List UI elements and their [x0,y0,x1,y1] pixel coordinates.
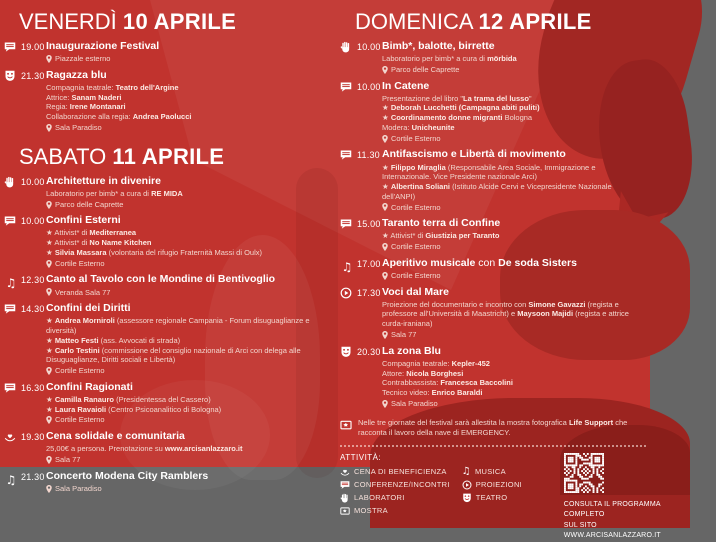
dotted-separator [340,445,646,447]
event-detail: Regia: Irene Montanari [46,102,126,112]
event-detail: Tecnico video: Enrico Baraldi [382,388,483,398]
legend-item-cena-di-beneficienza [340,467,450,477]
event-time: 15.00 [357,219,381,230]
event-detail: Contrabbassista: Francesca Baccolini [382,378,513,388]
event-location-text: Cortile Esterno [391,133,441,143]
event-row [340,257,646,281]
right-column [340,6,661,540]
legend-item-label: MUSICA [474,467,506,477]
event-detail: ★ Camilla Ranauro (Presidentessa del Cassero) [46,394,211,404]
dinner-icon [340,467,350,477]
legend-item-musica [462,467,564,477]
event-detail: Modera: Unicheunite [382,122,455,132]
event-row [4,175,334,210]
legend-title: ATTIVITÀ: [340,452,382,462]
event-title: Confini Esterni [46,214,121,227]
event-title: In Catene [382,79,430,92]
day-date: 12 APRILE [478,9,592,34]
event-title: Aperitivo musicale con De soda Sisters [382,256,577,269]
event-location [382,330,646,340]
event-title: Inaugurazione Festival [46,40,160,53]
mostra-icon [340,418,353,438]
legend-item-laboratori [340,493,450,503]
day-date: 10 APRILE [122,9,237,34]
event-time: 21.30 [21,70,45,81]
pin-icon [382,272,388,280]
event-detail: Compagnia teatrale: Kepler-452 [382,358,490,368]
event-body [382,80,646,144]
legend-item-mostra [340,506,450,516]
event-location-text: Cortile Esterno [55,258,105,268]
event-time: 19.30 [21,432,45,443]
pin-icon [46,416,52,424]
legend-item-teatro [462,493,564,503]
event-time: 20.30 [357,346,381,357]
play-icon [340,286,354,340]
day-name: SABATO [19,143,113,169]
event-body [382,286,646,340]
music-icon: ♫ [5,472,17,487]
qr-note-line2: SUL SITO WWW.ARCISANLAZZARO.IT [563,521,661,540]
event-body [46,214,334,268]
qr-block [564,453,682,542]
legend-column-2 [462,467,564,516]
event-location [46,259,334,269]
bottom-group [340,414,661,542]
conference-icon [4,40,18,64]
event-detail: ★ Laura Ravaioli (Centro Psicoanalitico di Bologna) [46,404,222,414]
event-title: Concerto Modena City Ramblers [46,469,209,482]
legend [340,453,564,516]
event-row [340,40,646,75]
conference-icon [340,80,354,144]
legend-item-proiezioni [462,480,564,490]
event-time: 11.30 [357,150,380,161]
day-heading [355,10,646,33]
event-location-text: Cortile Esterno [55,415,105,425]
day-name: VENERDÌ [19,9,123,34]
qr-code [564,453,604,493]
pin-icon [382,203,388,211]
event-detail: ★ Attivist* di No Name Kitchen [46,238,152,248]
event-row [4,302,334,376]
lab-icon [340,493,350,503]
event-title: Taranto terra di Confine [382,217,501,230]
music-icon: ♫ [341,259,353,274]
event-location-text: Cortile Esterno [391,202,441,212]
theater-icon [462,493,472,503]
conference-icon [340,217,354,252]
event-location [382,203,646,213]
event-location-text: Sala Paradiso [391,398,438,408]
event-location [382,65,646,75]
legend-item-label: CONFERENZE/INCONTRI [354,480,450,490]
event-location [46,415,334,425]
event-detail: Laboratorio per bimb* a cura di RE MIDA [46,188,183,198]
footnote-text: Nelle tre giornate del festival sarà allestita la mostra fotografica Life Support che racconta il lavoro della nave di EMERGENCY. [358,417,628,437]
exhibition-footnote [340,418,646,438]
event-detail: Proiezione del documentario e incontro con Simone Gavazzi (regista e professore all'Università di Maastricht) e Maysoon Majidi (regista e attrice curda-iraniana) [382,299,629,329]
event-detail: ★ Filippo Miraglia (Responsabile Area Sociale, Immigrazione e Internazionale. Vice Presidente nazionale Arci) [382,162,596,182]
event-detail: ★ Attivist* di Mediterranea [46,228,137,238]
event-detail: Attore: Nicola Borghesi [382,368,464,378]
event-body [46,40,334,64]
event-location-text: Sala 77 [55,454,81,464]
event-location [382,271,646,281]
event-detail: 25,00€ a persona. Prenotazione su www.arcisanlazzaro.it [46,444,243,454]
conference-icon [340,480,350,490]
event-title: Voci dal Mare [382,285,449,298]
legend-item-conferenze-incontri [340,480,450,490]
day-domenica [340,6,646,414]
pin-icon [46,55,52,63]
pin-icon [382,331,388,339]
event-time: 17.00 [357,258,381,269]
day-heading [19,145,334,168]
event-detail: Compagnia teatrale: Teatro dell'Argine [46,82,179,92]
event-location [46,288,334,298]
event-row [340,345,646,409]
event-location [46,484,334,494]
event-body [46,175,334,210]
legend-item-label: TEATRO [475,493,508,503]
event-detail: ★ Carlo Testini (commissione del consiglio nazionale di Arci con delega alle Disuguaglianze, Diritti sociali e Libertà) [46,345,301,365]
event-title: Antifascismo e Libertà di movimento [382,148,566,161]
pin-icon [46,456,52,464]
pin-icon [46,288,52,296]
event-body [46,470,334,494]
qr-note [564,500,682,542]
event-row [4,69,334,133]
event-location [382,242,646,252]
event-title: Bimb*, balotte, birrette [382,40,495,53]
event-body [382,40,646,75]
event-body [382,257,646,281]
theater-icon [340,345,354,409]
event-time: 10.00 [357,81,381,92]
event-row [4,40,334,64]
event-row [4,273,334,297]
event-time: 10.00 [21,216,45,227]
event-detail: ★ Albertina Soliani (Istituto Alcide Cervi e Vicepresidente Nazionale dell'ANPI) [382,182,612,201]
event-time: 10.00 [357,42,381,53]
lab-icon [4,175,18,210]
event-location-text: Cortile Esterno [55,366,105,376]
event-detail: ★ Silvia Massara (volontaria del rifugio Fraternità Massi di Oulx) [46,247,262,257]
conference-icon [4,381,18,425]
pin-icon [46,124,52,132]
event-location [46,366,334,376]
event-row [340,80,646,144]
pin-icon [382,400,388,408]
day-date: 11 APRILE [112,143,225,169]
legend-columns [340,467,564,516]
event-body [382,345,646,409]
legend-item-label: PROIEZIONI [475,480,523,490]
event-location-text: Cortile Esterno [391,242,441,252]
event-row [340,217,646,252]
event-time: 14.30 [21,304,45,315]
conference-icon [4,214,18,268]
event-time: 21.30 [21,471,45,482]
conference-icon [340,148,354,212]
event-detail: ★ Deborah Lucchetti (Campagna abiti puliti) [382,103,540,113]
event-body [46,273,334,297]
legend-item-label: LABORATORI [354,493,405,503]
event-title: Canto al Tavolo con le Mondine di Bentivoglio [46,273,276,286]
pin-icon [46,260,52,268]
event-title: Confini Ragionati [46,380,133,393]
pin-icon [46,485,52,493]
qr-note-line1: CONSULTA IL PROGRAMMA COMPLETO [563,500,661,519]
event-time: 19.00 [21,42,45,53]
legend-row [340,452,661,542]
event-detail: Laboratorio per bimb* a cura di mörbida [382,54,517,64]
event-body [46,430,334,465]
event-row [340,286,646,340]
event-location-text: Parco delle Caprette [391,64,460,74]
day-venerdi [4,10,334,133]
event-location-text: Cortile Esterno [391,270,441,280]
event-location-text: Piazzale esterno [55,54,111,64]
event-detail: ★ Coordinamento donne migranti Bologna [382,113,533,123]
event-location [46,54,334,64]
pin-icon [46,367,52,375]
event-detail: ★ Matteo Festi (ass. Avvocati di strada) [46,335,181,345]
pin-icon [382,66,388,74]
event-time: 12.30 [21,275,45,286]
event-location-text: Sala Paradiso [55,483,102,493]
event-title: Confini dei Diritti [46,302,131,315]
event-body [46,381,334,425]
dinner-icon [4,430,18,465]
event-row [4,381,334,425]
day-name: DOMENICA [355,9,479,34]
event-row [4,214,334,268]
legend-column-1 [340,467,450,516]
event-detail: Attrice: Sanam Naderi [46,92,122,102]
event-time: 17.30 [357,287,381,298]
event-body [46,302,334,376]
event-location-text: Sala 77 [391,329,417,339]
pin-icon [382,135,388,143]
event-detail: Collaborazione alla regia: Andrea Paolucci [46,112,192,122]
conference-icon [4,302,18,376]
event-row [4,430,334,465]
event-body [382,148,646,212]
event-title: La zona Blu [382,344,441,357]
event-time: 10.00 [21,176,45,187]
theater-icon [4,69,18,133]
music-icon: ♫ [5,276,17,291]
play-icon [462,480,472,490]
lab-icon [340,40,354,75]
event-location [382,134,646,144]
left-column [4,6,334,499]
event-location-text: Sala Paradiso [55,122,102,132]
day-heading [19,10,334,33]
event-location [46,455,334,465]
event-body [382,217,646,252]
music-icon: ♫ [461,465,471,477]
event-location [46,123,334,133]
event-location-text: Parco delle Caprette [55,199,124,209]
event-location-text: Veranda Sala 77 [55,287,111,297]
mostra-icon [340,506,350,516]
day-sabato [4,145,334,494]
event-detail: ★ Attivist* di Giustizia per Taranto [382,231,500,241]
event-title: Architetture in divenire [46,174,161,187]
pin-icon [382,243,388,251]
event-detail: ★ Andrea Morniroli (assessore regionale Campania - Forum disuguaglianze e diversità) [46,316,310,336]
event-location [46,200,334,210]
pin-icon [46,201,52,209]
event-row [340,148,646,212]
event-row [4,470,334,494]
event-title: Ragazza blu [46,68,107,81]
event-title: Cena solidale e comunitaria [46,430,185,443]
legend-item-label: MOSTRA [354,506,388,516]
event-body [46,69,334,133]
event-detail: Presentazione del libro "La trama del lusso" [382,93,532,103]
event-time: 16.30 [21,382,45,393]
legend-item-label: CENA DI BENEFICIENZA [354,467,447,477]
event-location [382,399,646,409]
